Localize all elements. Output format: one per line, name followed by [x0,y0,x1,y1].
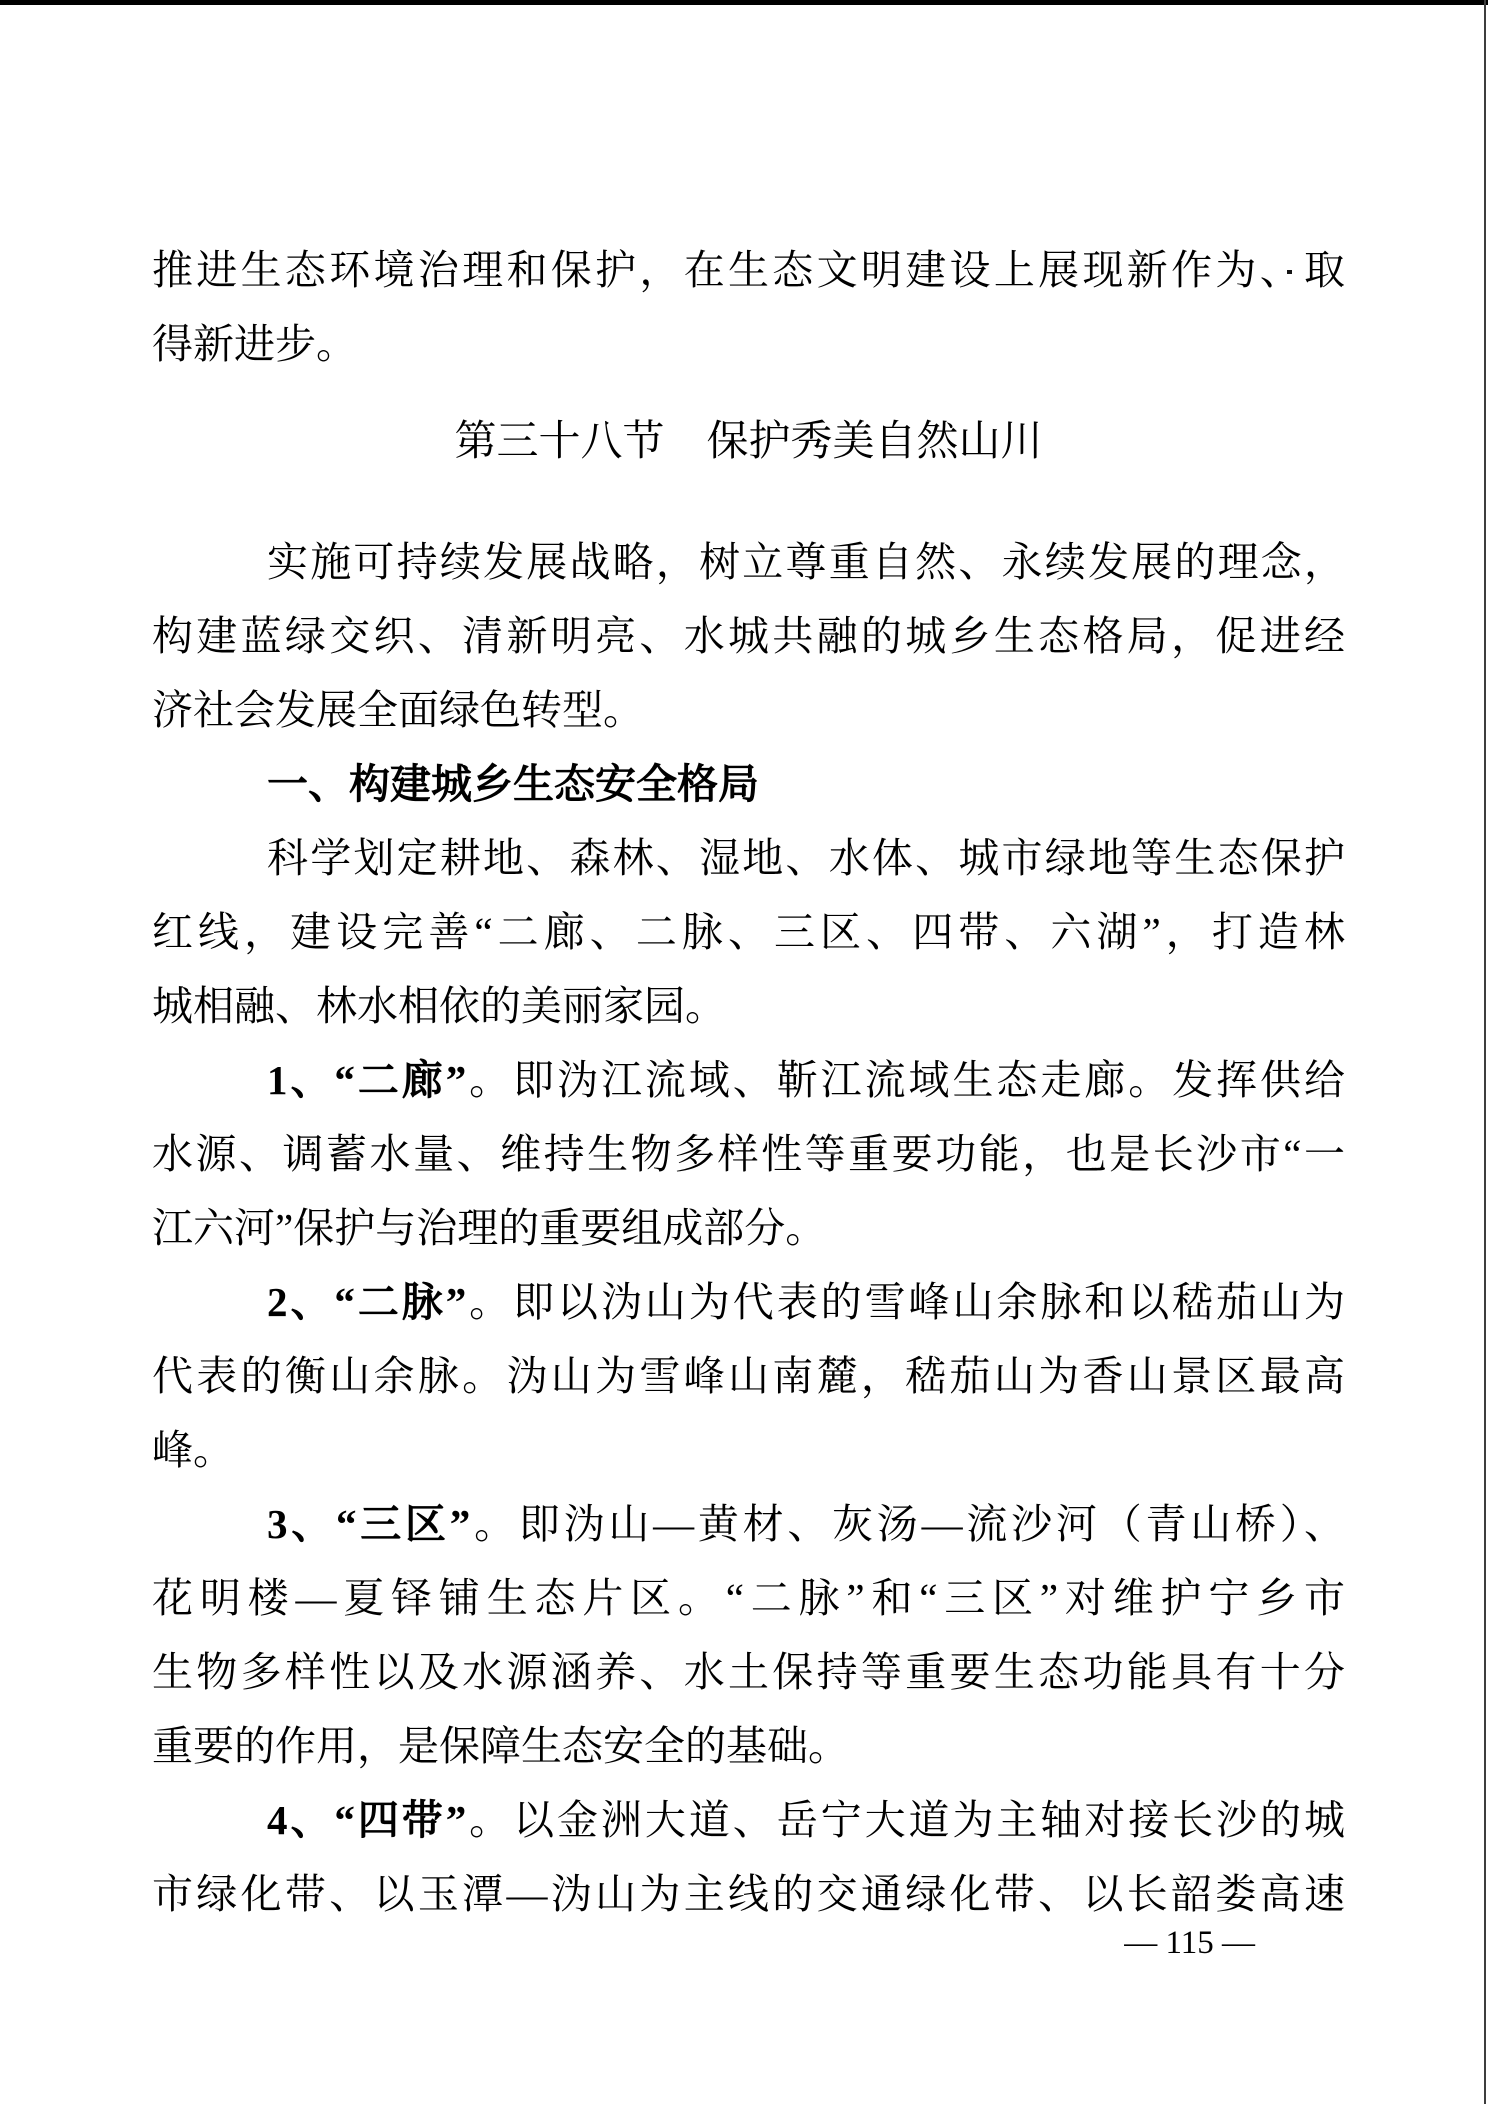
list-item-1-text: 。即沩江流域、靳江流域生态走廊。发挥供给 [466,1057,1345,1103]
subsection-heading [152,747,1345,821]
list-item-2-line-1 [152,1265,1345,1339]
body-line-04: 构建蓝绿交织、清新明亮、水城共融的城乡生态格局，促进经 [152,613,1345,659]
list-item-1-line-2: 水源、调蓄水量、维持生物多样性等重要功能，也是长沙市“一 [152,1131,1345,1177]
list-item-3-line-2: 花明楼—夏铎铺生态片区。“二脉”和“三区”对维护宁乡市 [152,1575,1345,1621]
body-line-06: 科学划定耕地、森林、湿地、水体、城市绿地等生态保护 [267,835,1345,881]
list-item-2-text: 。即以沩山为代表的雪峰山余脉和以嵇茄山为 [466,1279,1345,1325]
top-edge-scan-bar [0,0,1488,5]
list-item-4-label: 4、“四带” [267,1797,467,1843]
body-line-03: 实施可持续发展战略，树立尊重自然、永续发展的理念， [267,539,1345,585]
body-line-05: 济社会发展全面绿色转型。 [152,687,644,733]
list-item-4-line-1 [152,1783,1345,1857]
body-line-02: 得新进步。 [152,321,357,367]
body-line-08: 城相融、林水相依的美丽家园。 [152,983,726,1029]
list-item-3-line-3: 生物多样性以及水源涵养、水土保持等重要生态功能具有十分 [152,1649,1345,1695]
list-item-2-line-2: 代表的衡山余脉。沩山为雪峰山南麓，嵇茄山为香山景区最高 [152,1353,1345,1399]
page-number: — 115 — [1124,1925,1255,1961]
list-item-3-line-4: 重要的作用，是保障生态安全的基础。 [152,1723,849,1769]
list-item-2-line-3: 峰。 [152,1427,234,1473]
body-line-07: 红线，建设完善“二廊、二脉、三区、四带、六湖”，打造林 [152,909,1345,955]
list-item-4-line-2: 市绿化带、以玉潭—沩山为主线的交通绿化带、以长韶娄高速 [152,1871,1345,1917]
right-edge-scan-line [1484,0,1486,2104]
list-item-3-text: 。即沩山—黄材、灰汤—流沙河（青山桥）、 [470,1501,1345,1547]
section-heading: 第三十八节 保护秀美自然山川 [454,419,1043,465]
list-item-1-line-1 [152,1043,1345,1117]
list-item-3-line-1 [152,1487,1345,1561]
text-block [152,233,1345,1931]
list-item-3-label: 3、“三区” [267,1501,471,1547]
list-item-2-label: 2、“二脉” [267,1279,467,1325]
subsection-heading-label: 一、构建城乡生态安全格局 [267,761,759,807]
list-item-4-text: 。以金洲大道、岳宁大道为主轴对接长沙的城 [466,1797,1345,1843]
list-item-1-line-3: 江六河”保护与治理的重要组成部分。 [152,1205,827,1251]
list-item-1-label: 1、“二廊” [267,1057,467,1103]
body-line-01: 推进生态环境治理和保护，在生态文明建设上展现新作为、取 [152,247,1345,293]
